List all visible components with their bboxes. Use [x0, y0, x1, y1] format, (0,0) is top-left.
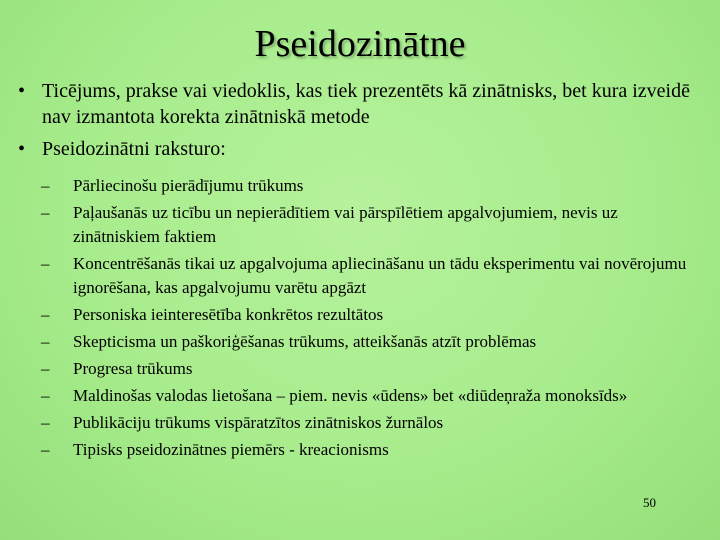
sub-bullet-item: – Skepticisma un paškoriģēšanas trūkums, atteikšanās atzīt problēmas [18, 330, 708, 354]
sub-bullet-item: – Koncentrēšanās tikai uz apgalvojuma apliecināšanu un tādu eksperimentu vai novērojumu ignorēšana, kas apgalvojumu varētu apgāzt [18, 252, 708, 300]
sub-bullet-item: – Personiska ieinteresētība konkrētos rezultātos [18, 303, 708, 327]
sub-bullet-item: – Pārliecinošu pierādījumu trūkums [18, 174, 708, 198]
sub-bullet-item: – Paļaušanās uz ticību un nepierādītiem vai pārspīlētiem apgalvojumiem, nevis uz zinātniskiem faktiem [18, 201, 708, 249]
sub-bullet-item: – Publikāciju trūkums vispāratzītos zinātniskos žurnālos [18, 411, 708, 435]
sub-bullet-item: – Tipisks pseidozinātnes piemērs - kreacionisms [18, 438, 708, 462]
characteristics-list-wrapper [18, 174, 708, 465]
sub-bullet-item: – Maldinošas valodas lietošana – piem. nevis «ūdens» bet «diūdeņraža monoksīds» [18, 384, 708, 408]
characteristics-list [18, 174, 708, 462]
bullet-definition: • Ticējums, prakse vai viedoklis, kas tiek prezentēts kā zinātnisks, bet kura izveidē nav izmantota korekta zinātniskā metode [18, 78, 708, 130]
page-number: 50 [643, 495, 656, 510]
slide-title: Pseidozinātne [254, 23, 466, 65]
sub-bullet-item: – Progresa trūkums [18, 357, 708, 381]
main-bullet-list [18, 78, 708, 168]
bullet-characteristics: • Pseidozinātni raksturo: [18, 136, 708, 162]
